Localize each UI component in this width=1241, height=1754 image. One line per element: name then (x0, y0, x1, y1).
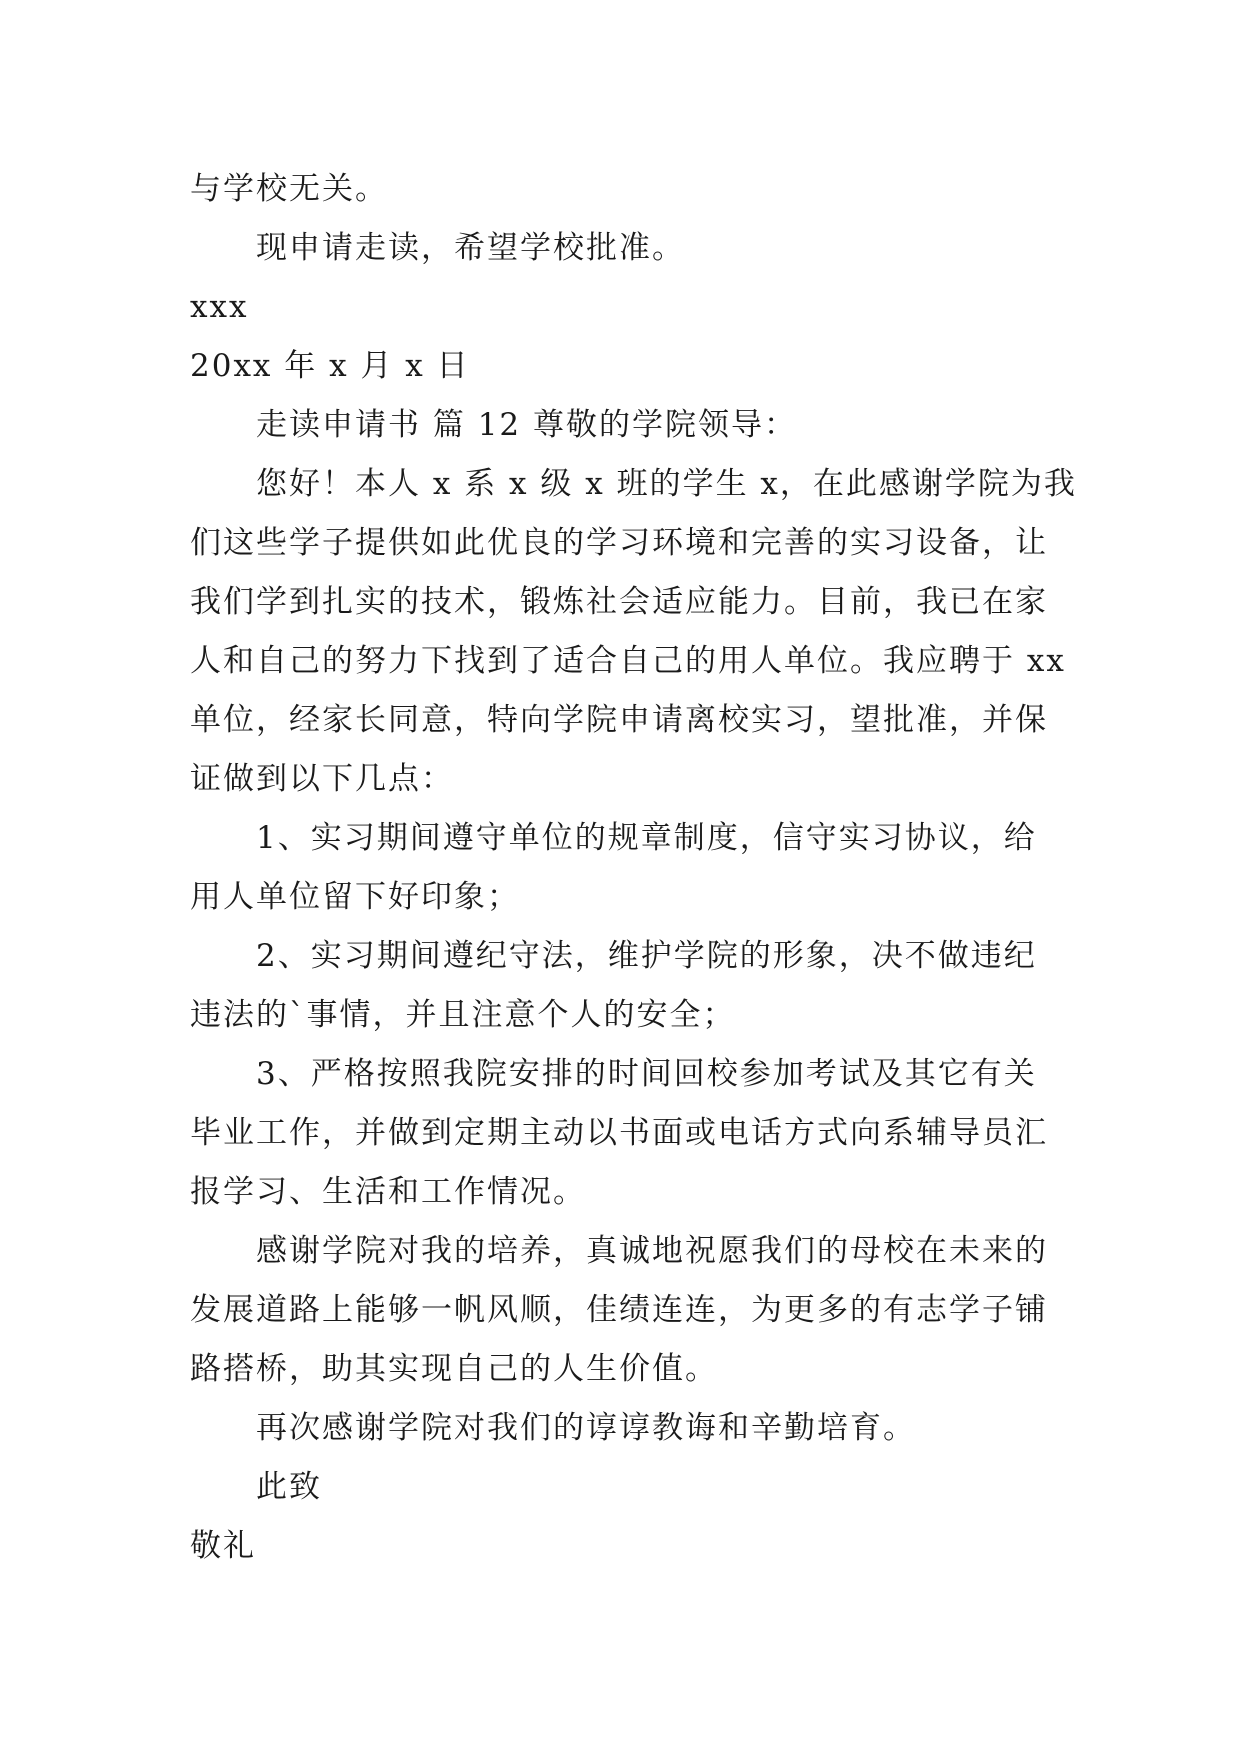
text-line: 与学校无关。 (190, 171, 388, 207)
text-line: 您好！本人 x 系 x 级 x 班的学生 x，在此感谢学院为我 (256, 466, 1077, 502)
list-item: 2、实习期间遵纪守法，维护学院的形象，决不做违纪 (256, 938, 1037, 974)
closing-line: 此致 (256, 1469, 322, 1505)
list-item: 1、实习期间遵守单位的规章制度，信守实习协议，给 (256, 820, 1037, 856)
text-line: 证做到以下几点： (190, 761, 454, 797)
text-line: 违法的`事情，并且注意个人的安全； (190, 997, 736, 1033)
closing-salutation: 敬礼 (190, 1528, 256, 1564)
text-line: 报学习、生活和工作情况。 (190, 1174, 586, 1210)
text-line: 路搭桥，助其实现自己的人生价值。 (190, 1351, 718, 1387)
text-line: 用人单位留下好印象； (190, 879, 520, 915)
text-line: 毕业工作，并做到定期主动以书面或电话方式向系辅导员汇 (190, 1115, 1048, 1151)
signature-date: 20xx 年 x 月 x 日 (190, 348, 470, 384)
text-line: 人和自己的努力下找到了适合自己的用人单位。我应聘于 xx (190, 643, 1066, 679)
section-heading: 走读申请书 篇 12 尊敬的学院领导： (256, 407, 798, 443)
signature-name: xxx (190, 289, 249, 325)
text-line: 再次感谢学院对我们的谆谆教诲和辛勤培育。 (256, 1410, 916, 1446)
text-line: 单位，经家长同意，特向学院申请离校实习，望批准，并保 (190, 702, 1048, 738)
text-line: 我们学到扎实的技术，锻炼社会适应能力。目前，我已在家 (190, 584, 1048, 620)
text-line: 感谢学院对我的培养，真诚地祝愿我们的母校在未来的 (256, 1233, 1048, 1269)
document-body (190, 160, 1077, 1576)
list-item: 3、严格按照我院安排的时间回校参加考试及其它有关 (256, 1056, 1037, 1092)
text-line: 现申请走读，希望学校批准。 (256, 230, 685, 266)
text-line: 们这些学子提供如此优良的学习环境和完善的实习设备，让 (190, 525, 1048, 561)
text-line: 发展道路上能够一帆风顺，佳绩连连，为更多的有志学子铺 (190, 1292, 1048, 1328)
